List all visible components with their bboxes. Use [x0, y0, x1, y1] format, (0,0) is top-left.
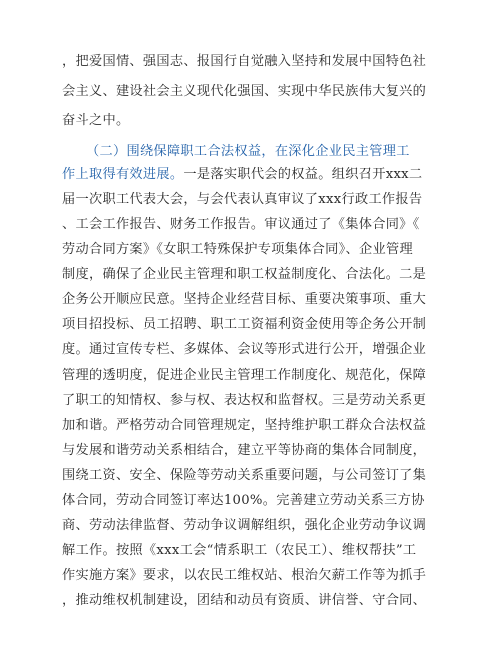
text-line: 会主义、建设社会主义现代化强国、实现中华民族伟大复兴的: [62, 84, 427, 99]
text-line: 奋斗之中。: [62, 113, 130, 128]
text-line: 商、劳动法律监督、劳动争议调解组织，强化企业劳动争议调: [62, 518, 427, 533]
text-line: 劳动合同方案》《女职工特殊保护专项集体合同》、企业管理: [62, 242, 413, 257]
text-line: 届一次职工代表大会，与会代表认真审议了xxx行政工作报告: [62, 192, 423, 207]
text-line: 项目招投标、员工招聘、职工工资福利资金使用等企务公开制: [62, 317, 427, 332]
text-line: 度。通过宣传专栏、多媒体、会议等形式进行公开，增强企业: [62, 342, 427, 357]
text-line: 、工会工作报告、财务工作报告。审议通过了《集体合同》《: [62, 217, 420, 232]
text-line-rest: 一是落实职代会的权益。组织召开xxx二: [183, 167, 423, 182]
text-line: 企务公开顺应民意。坚持企业经营目标、重要决策事项、重大: [62, 292, 427, 307]
text-line: 解工作。按照《xxx工会“情系职工（农民工）、维权帮扶”工: [62, 543, 417, 558]
section-heading-continued: 作上取得有效进展。: [62, 167, 184, 182]
text-line: 制度，确保了企业民主管理和职工权益制度化、合法化。二是: [62, 267, 427, 282]
section-heading: （二）围绕保障职工合法权益，在深化企业民主管理工: [86, 144, 410, 159]
text-line: 了职工的知情权、参与权、表达权和监督权。三是劳动关系更: [62, 393, 427, 408]
text-line: 作实施方案》要求，以农民工维权站、根治欠薪工作等为抓手: [62, 568, 427, 583]
text-line-with-heading: [62, 165, 442, 185]
text-line: 管理的透明度，促进企业民主管理工作制度化、规范化，保障: [62, 368, 427, 383]
text-line: 体合同，劳动合同签订率达100%。完善建立劳动关系三方协: [62, 493, 425, 508]
text-line: ，把爱国情、强国志、报国行自觉融入坚持和发展中国特色社: [62, 54, 427, 69]
text-line: 加和谐。严格劳动合同管理规定，坚持维护职工群众合法权益: [62, 418, 427, 433]
text-line: 围绕工资、安全、保险等劳动关系重要问题，与公司签订了集: [62, 468, 427, 483]
text-line: ，推动维权机制建设，团结和动员有资质、讲信誉、守合同、: [62, 593, 427, 608]
text-line: 与发展和谐劳动关系相结合，建立平等协商的集体合同制度，: [62, 443, 427, 458]
